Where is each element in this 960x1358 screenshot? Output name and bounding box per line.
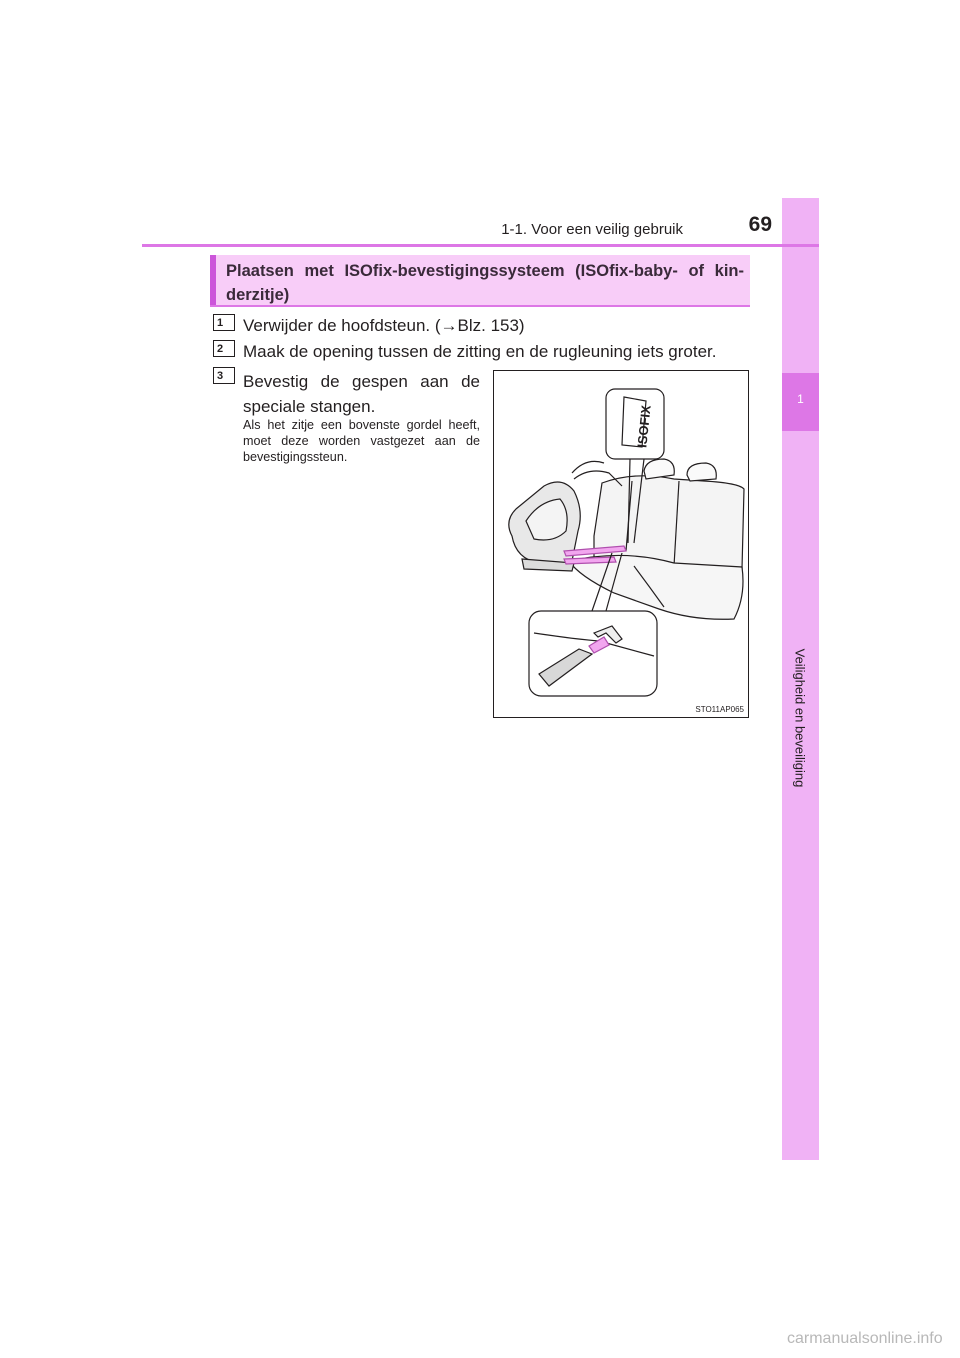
section-heading: 1-1. Voor een veilig gebruik	[501, 221, 683, 238]
chapter-side-tab	[782, 198, 819, 1160]
section-title-box	[210, 255, 750, 307]
step-2-number: 2	[213, 340, 235, 357]
step-2-text: Maak de opening tussen de zitting en de rugleuning iets groter.	[243, 342, 717, 361]
seat-drawing	[494, 371, 750, 719]
section-title: Plaatsen met ISOfix-bevestigingssysteem (ISOfix-baby- of kin-derzitje)	[226, 262, 744, 304]
title-accent-bar	[210, 255, 216, 305]
page-number: 69	[748, 213, 772, 236]
isofix-label: ISOFIX	[634, 404, 654, 449]
step-3-note: Als het zitje een bovenste gordel heeft, moet deze worden vastgezet aan de bevestigingssteun.	[243, 418, 480, 464]
chapter-number: 1	[797, 392, 804, 406]
figure-code: STO11AP065	[695, 705, 744, 714]
step-1-text: Verwijder de hoofdsteun. (→Blz. 153)	[243, 316, 525, 335]
step-1-number: 1	[213, 314, 235, 331]
watermark: carmanualsonline.info	[787, 1330, 943, 1347]
step-3-text: Bevestig de gespen aan de speciale stangen.	[243, 372, 480, 416]
header-rule	[142, 244, 819, 247]
chapter-title: Veiligheid en beveiliging	[792, 648, 808, 788]
step-3-number: 3	[213, 367, 235, 384]
isofix-illustration	[493, 370, 749, 718]
